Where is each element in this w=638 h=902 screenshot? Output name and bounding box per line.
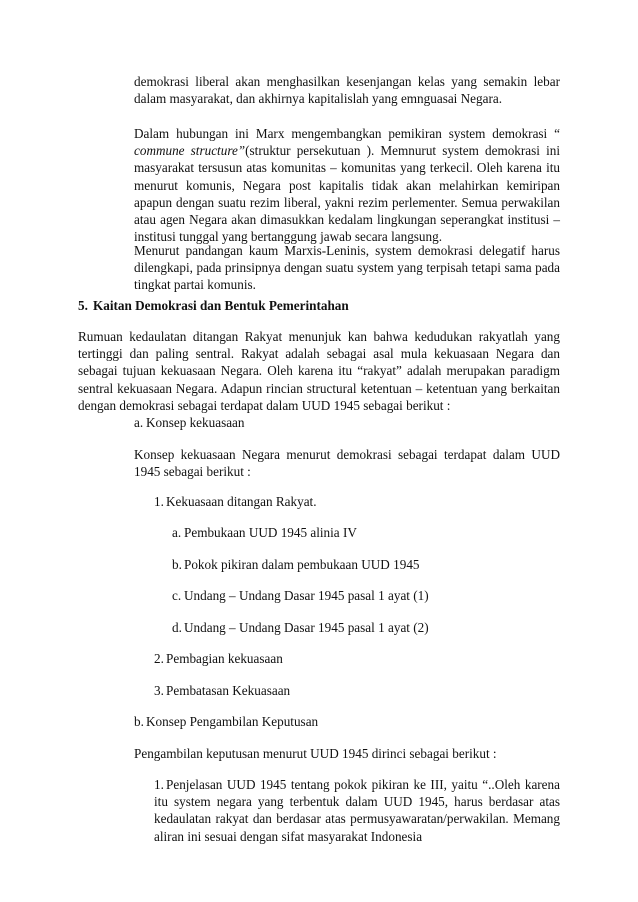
section-title: Kaitan Demokrasi dan Bentuk Pemerintahan	[93, 298, 349, 313]
list-item-2	[154, 650, 560, 667]
paragraph-text: demokrasi liberal akan menghasilkan kesenjangan kelas yang semakin lebar dalam masyarakat, dan akhirnya kapitalislah yang emnguasai Negara.	[134, 74, 560, 107]
list-item-text: Penjelasan UUD 1945 tentang pokok pikiran ke III, yaitu “..Oleh karena itu system negara yang terbentuk dalam UUD 1945, harus berdasar atas kedaulatan rakyat dan berdasar atas permusyawaratan/perwakilan. Memang aliran ini sesuai dengan sifat masyarakat Indonesia	[154, 777, 560, 844]
list-marker: 3.	[154, 683, 164, 698]
list-item-text: Konsep kekuasaan	[146, 415, 245, 430]
list-item-text: Undang – Undang Dasar 1945 pasal 1 ayat (1)	[184, 588, 429, 603]
list-item-text: Undang – Undang Dasar 1945 pasal 1 ayat (2)	[184, 620, 429, 635]
list-marker: d.	[172, 620, 182, 635]
paragraph-konsep-kekuasaan	[134, 446, 560, 480]
list-item-text: Pembukaan UUD 1945 alinia IV	[184, 525, 357, 540]
paragraph-liberal-democracy	[134, 73, 560, 107]
italic-term: commune structure”	[134, 143, 246, 159]
list-item-penjelasan-1	[154, 776, 560, 845]
list-item-3	[154, 682, 560, 699]
paragraph-text: Pengambilan keputusan menurut UUD 1945 dirinci sebagai berikut :	[134, 746, 497, 761]
list-item-text: Kekuasaan ditangan Rakyat.	[166, 494, 317, 509]
list-marker: a.	[172, 525, 182, 540]
paragraph-text: Rumuan kedaulatan ditangan Rakyat menunjuk kan bahwa kedudukan rakyatlah yang tertinggi dan paling sentral. Rakyat adalah sebagai asal mula kekuasaan Negara dan sebagai tujuan kekuasaan Negara. Oleh karena itu “rakyat” adalah merupakan paradigm sentral kekuasaan Negara. Adapun rincian structural ketentuan – ketentuan yang berkaitan dengan demokrasi sebagai terdapat dalam UUD 1945 sebagai berikut :	[78, 329, 560, 413]
list-item-text: Pembagian kekuasaan	[166, 651, 283, 666]
list-item-b	[134, 713, 560, 730]
section-number: 5.	[78, 298, 88, 313]
list-marker: 2.	[154, 651, 164, 666]
list-item-text: Pembatasan Kekuasaan	[166, 683, 291, 698]
list-marker: 1.	[154, 494, 164, 509]
list-item-1	[154, 493, 560, 510]
paragraph-text: Menurut pandangan kaum Marxis-Leninis, system demokrasi delegatif harus dilengkapi, pada prinsipnya dengan suatu system yang terpisah tetapi sama pada tingkat partai komunis.	[134, 243, 560, 293]
list-item-1b	[172, 556, 560, 573]
paragraph-marxis-leninis	[134, 242, 560, 294]
paragraph-pengambilan-keputusan	[134, 745, 560, 762]
section-heading-5	[78, 297, 560, 314]
list-item-a	[134, 414, 560, 431]
list-marker: c.	[172, 588, 182, 603]
list-marker: a.	[134, 415, 144, 430]
list-marker: b.	[134, 714, 144, 729]
list-item-1a	[172, 524, 560, 541]
paragraph-marx-commune	[134, 125, 560, 245]
list-item-1c	[172, 587, 560, 604]
paragraph-text: (struktur persekutuan ). Memnurut system demokrasi ini masyarakat tersusun atas komunitas – komunitas yang terkecil. Oleh karena itu menurut komunis, Negara post kapitalis tidak akan melahirkan kemiripan apapun dengan suatu rezim liberal, yakni rezim perlementer. Semua perwakilan atau agen Negara akan dimasukkan kedalam lingkungan seperangkat institusi – institusi tunggal yang bertanggung jawab secara langsung.	[134, 143, 561, 245]
list-item-text: Pokok pikiran dalam pembukaan UUD 1945	[184, 557, 420, 572]
list-item-text: Konsep Pengambilan Keputusan	[146, 714, 319, 729]
paragraph-kedaulatan-rakyat	[78, 328, 560, 414]
list-marker: b.	[172, 557, 182, 572]
list-marker: 1.	[154, 777, 164, 792]
paragraph-text: Dalam hubungan ini Marx mengembangkan pemikiran system demokrasi “	[134, 126, 560, 141]
list-item-1d	[172, 619, 560, 636]
paragraph-text: Konsep kekuasaan Negara menurut demokrasi sebagai terdapat dalam UUD 1945 sebagai berikut :	[134, 447, 560, 480]
